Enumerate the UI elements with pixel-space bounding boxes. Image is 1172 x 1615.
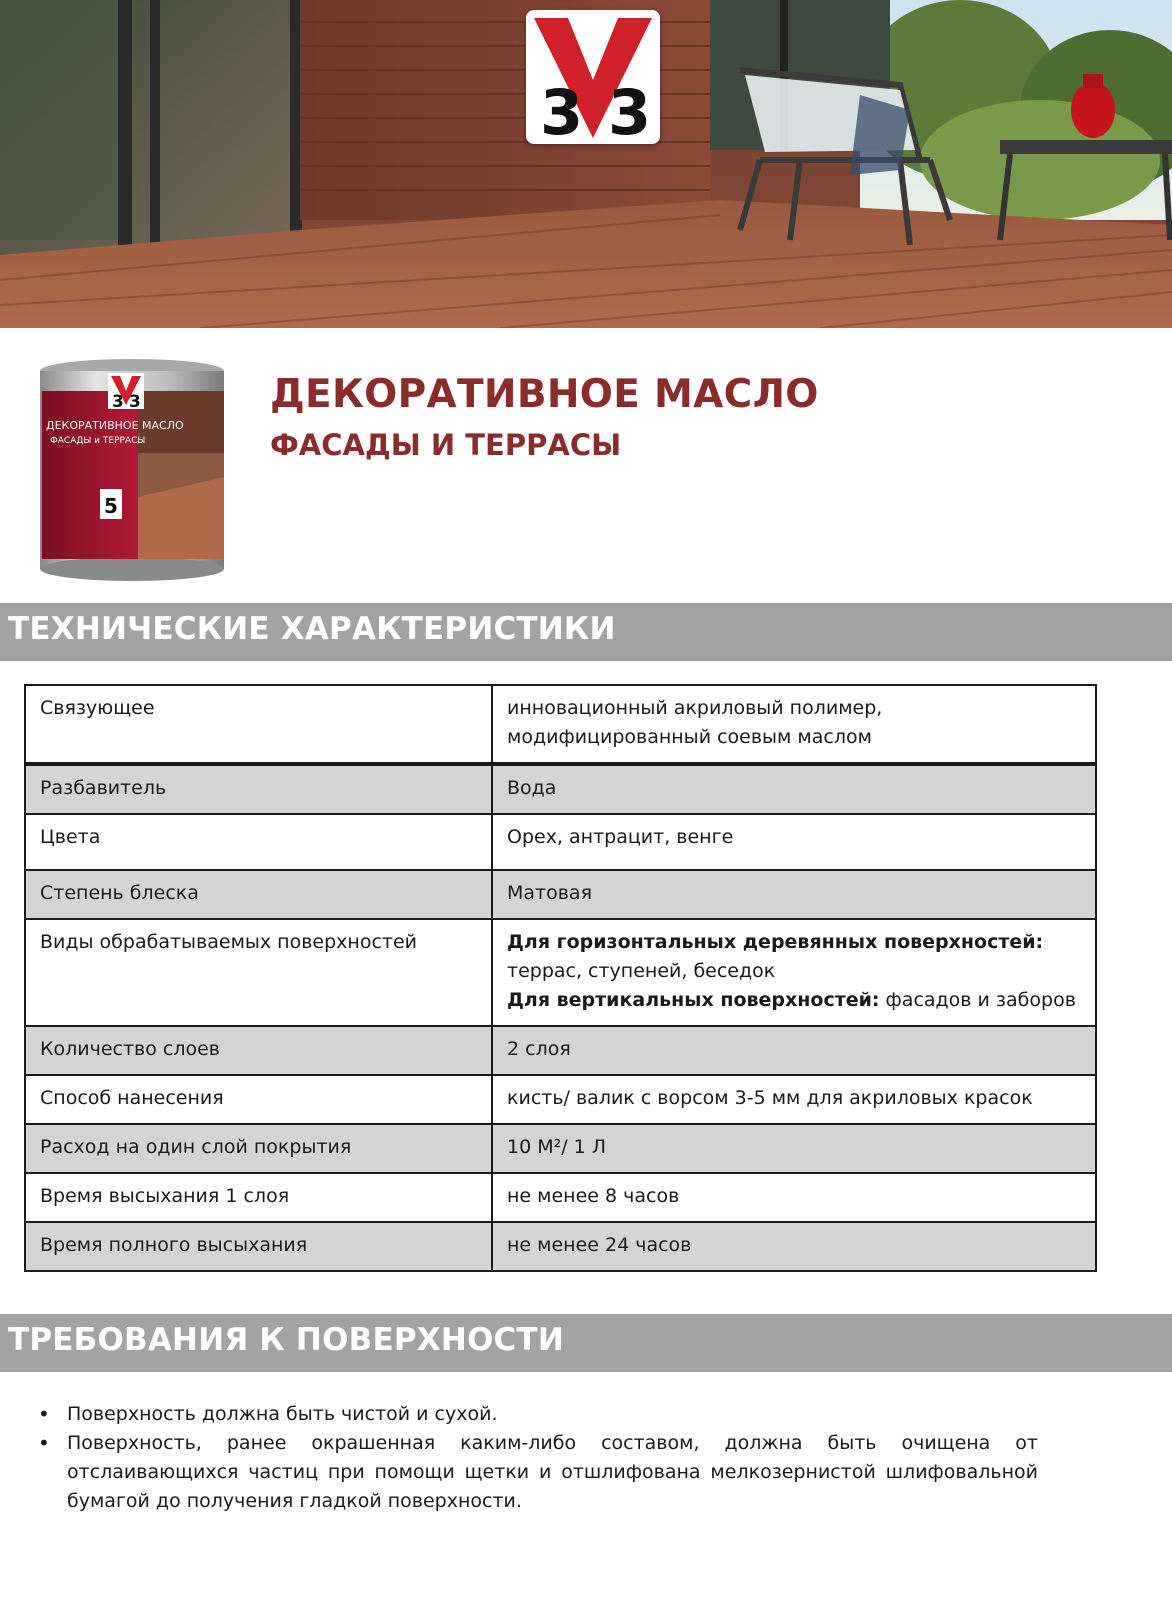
table-row [25,764,1096,814]
list-item-text: Поверхность должна быть чистой и сухой. [67,1403,498,1425]
section-title-tech: ТЕХНИЧЕСКИЕ ХАРАКТЕРИСТИКИ [8,611,616,647]
svg-text:3: 3 [112,392,124,412]
table-row [25,1026,1096,1075]
svg-text:3: 3 [608,76,652,144]
v33-logo-icon [526,10,660,144]
bullet-icon: • [38,1402,50,1426]
spec-value-line: террас, ступеней, беседок [507,960,776,982]
table-row [25,685,1096,764]
product-title: ДЕКОРАТИВНОЕ МАСЛО [270,372,819,417]
product-can-image [36,357,228,587]
table-row [25,1222,1096,1271]
spec-key: Виды обрабатываемых поверхностей [25,919,492,1026]
svg-text:3: 3 [129,392,141,412]
spec-value-line: инновационный акриловый полимер, [507,697,883,719]
bullet-icon: • [38,1431,50,1455]
spec-value: не менее 24 часов [492,1222,1096,1271]
spec-value: не менее 8 часов [492,1173,1096,1222]
table-row [25,919,1096,1026]
can-sublabel: ФАСАДЫ и ТЕРРАСЫ [50,436,146,446]
spec-value: кисть/ валик с ворсом 3-5 мм для акриловых красок [492,1075,1096,1124]
table-row [25,1173,1096,1222]
spec-key: Способ нанесения [25,1075,492,1124]
can-label: ДЕКОРАТИВНОЕ МАСЛО [46,419,184,432]
spec-value: 2 слоя [492,1026,1096,1075]
spec-key: Расход на один слой покрытия [25,1124,492,1173]
spec-value: Вода [492,764,1096,814]
hero-photo [0,0,1172,328]
spec-key: Разбавитель [25,764,492,814]
list-item [36,1400,1038,1429]
section-title-requirements: ТРЕБОВАНИЯ К ПОВЕРХНОСТИ [8,1322,564,1358]
spec-key: Связующее [25,685,492,764]
spec-key: Время высыхания 1 слоя [25,1173,492,1222]
spec-value: Матовая [492,870,1096,919]
spec-value-line: модифицированный соевым маслом [507,726,872,748]
list-item [36,1429,1038,1516]
can-number: 5 [104,494,118,518]
spec-key: Количество слоев [25,1026,492,1075]
list-item-text: Поверхность, ранее окрашенная каким-либо составом, должна быть очищена от отслаивающихся частиц при помощи щетки и отшлифована мелкозернистой шлифовальной бумагой до получения гладкой поверхности. [67,1432,1038,1512]
table-row [25,1075,1096,1124]
spec-value-bold: Для вертикальных поверхностей: [507,989,880,1011]
table-row [25,814,1096,870]
table-row [25,870,1096,919]
section-header-requirements [0,1314,1172,1372]
spec-value-line: фасадов и заборов [879,989,1076,1011]
spec-value [492,919,1096,1026]
requirements-list [36,1400,1038,1516]
product-subtitle: ФАСАДЫ И ТЕРРАСЫ [270,428,622,462]
spec-table [24,684,1097,1272]
section-header-tech [0,603,1172,661]
spec-key: Степень блеска [25,870,492,919]
spec-key: Время полного высыхания [25,1222,492,1271]
svg-text:3: 3 [540,76,584,144]
spec-value-bold: Для горизонтальных деревянных поверхностей: [507,931,1044,953]
spec-value: Орех, антрацит, венге [492,814,1096,870]
spec-value [492,685,1096,764]
table-row [25,1124,1096,1173]
spec-key: Цвета [25,814,492,870]
spec-value: 10 М²/ 1 Л [492,1124,1096,1173]
brand-logo [526,10,660,144]
